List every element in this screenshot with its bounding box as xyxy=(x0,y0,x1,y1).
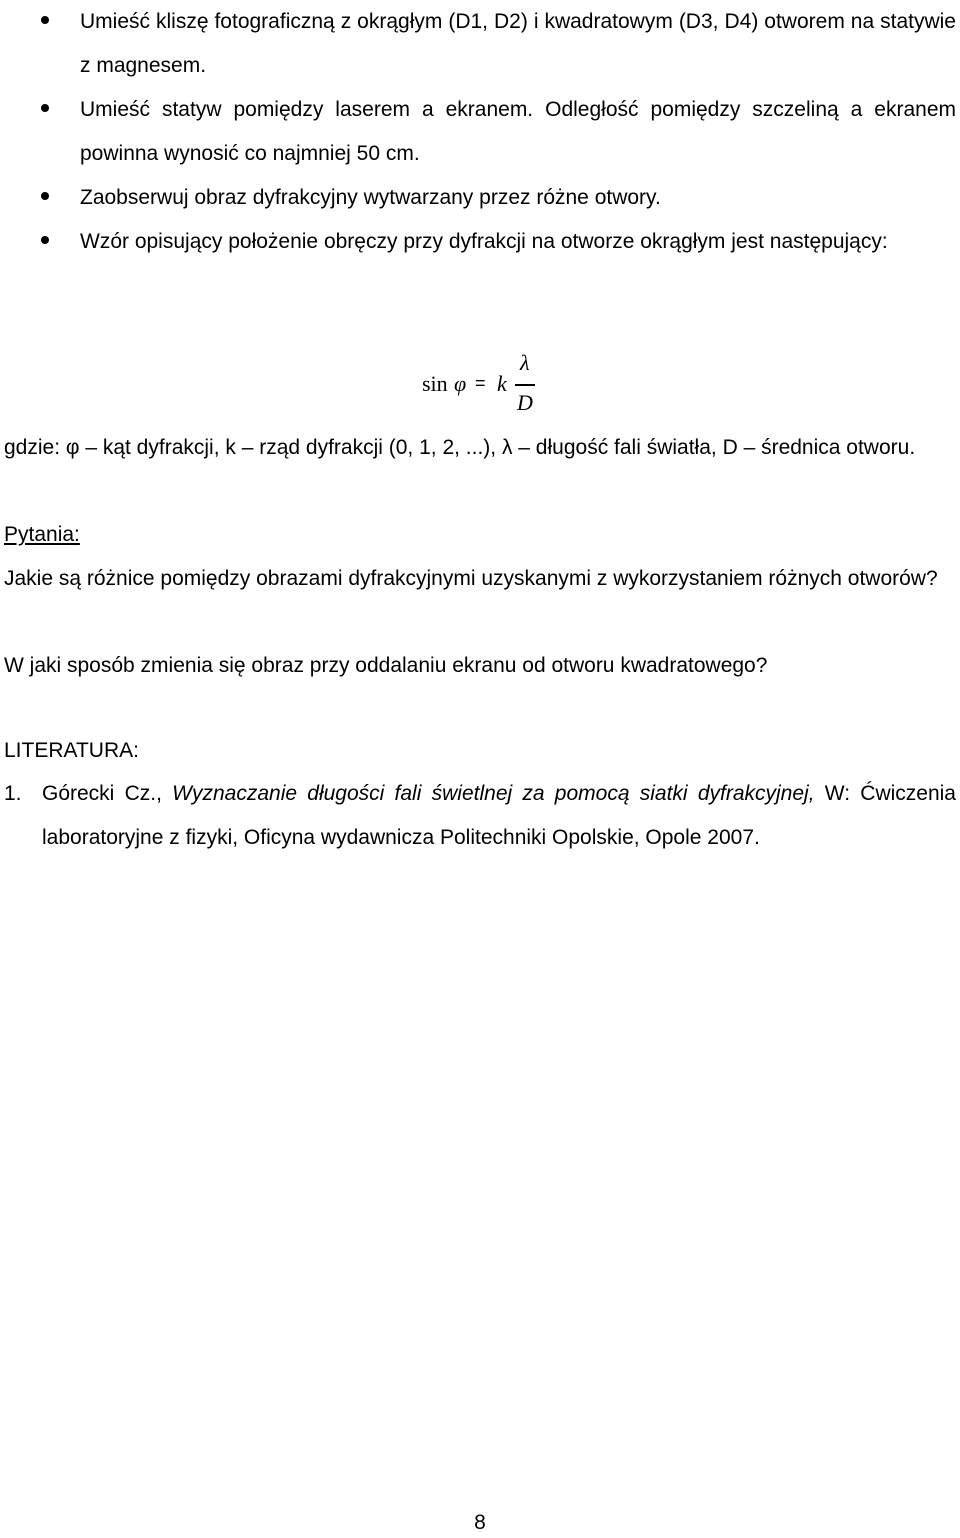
formula-legend: gdzie: φ – kąt dyfrakcji, k – rząd dyfrakcji (0, 1, 2, ...), λ – długość fali światła, D – średnica otworu. xyxy=(4,436,916,459)
formula-sin: sin xyxy=(422,371,448,396)
instruction-item xyxy=(0,88,960,176)
bullet-icon xyxy=(41,192,49,200)
diffraction-formula xyxy=(418,352,558,422)
questions-heading: Pytania: xyxy=(4,523,80,546)
question-item: W jaki sposób zmienia się obraz przy oddalaniu ekranu od otworu kwadratowego? xyxy=(4,654,768,677)
bullet-icon xyxy=(41,16,49,24)
instruction-list xyxy=(0,0,960,264)
literature-list xyxy=(4,772,956,860)
bullet-icon xyxy=(41,236,49,244)
literature-number: 1. xyxy=(4,782,22,805)
instruction-item xyxy=(0,176,960,220)
bullet-icon xyxy=(41,104,49,112)
formula-k: k xyxy=(497,371,507,396)
literature-author: Górecki Cz., xyxy=(42,782,162,805)
formula-denominator: D xyxy=(517,390,533,415)
literature-heading: LITERATURA: xyxy=(4,739,139,762)
literature-title: Wyznaczanie długości fali świetlnej za pomocą siatki dyfrakcyjnej, xyxy=(172,782,815,805)
instruction-text: Umieść kliszę fotograficzną z okrągłym (D1, D2) i kwadratowym (D3, D4) otworem na statywie z magnesem. xyxy=(80,10,956,77)
instruction-text: Wzór opisujący położenie obręczy przy dyfrakcji na otworze okrągłym jest następujący: xyxy=(80,230,888,253)
instruction-item xyxy=(0,220,960,264)
formula-numerator: λ xyxy=(520,350,530,375)
instruction-item xyxy=(0,0,960,88)
fraction-bar xyxy=(515,384,535,386)
instruction-text: Umieść statyw pomiędzy laserem a ekranem. Odległość pomiędzy szczeliną a ekranem powinna wynosić co najmniej 50 cm. xyxy=(80,98,956,165)
formula-phi: φ xyxy=(454,371,467,396)
page-number: 8 xyxy=(474,1511,486,1534)
literature-item xyxy=(4,772,956,860)
formula-equals: = xyxy=(475,373,486,393)
instruction-text: Zaobserwuj obraz dyfrakcyjny wytwarzany przez różne otwory. xyxy=(80,186,661,209)
question-item: Jakie są różnice pomiędzy obrazami dyfrakcyjnymi uzyskanymi z wykorzystaniem różnych otworów? xyxy=(4,567,938,590)
literature-publication: W: Ćwiczenia laboratoryjne z fizyki, Oficyna wydawnicza Politechniki Opolskie, Opole 2007. xyxy=(42,782,956,849)
